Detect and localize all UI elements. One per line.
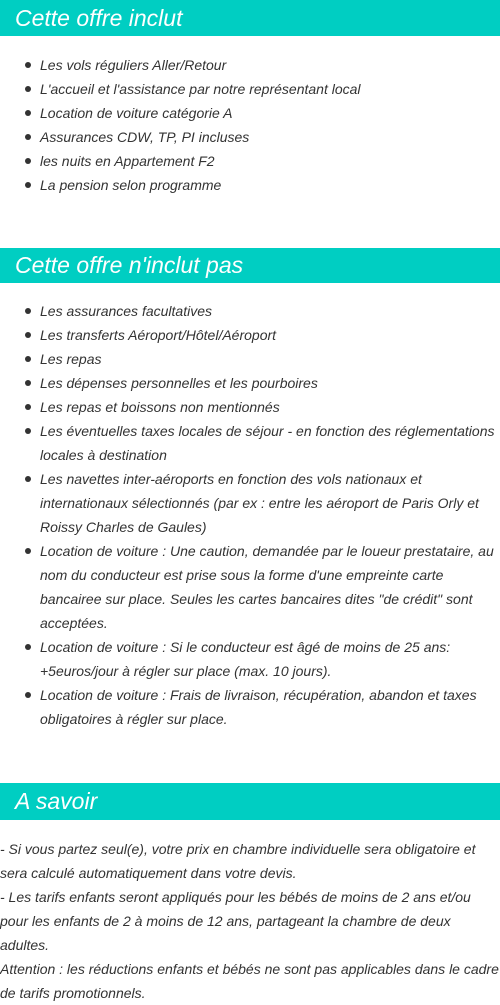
- list-item: Les transferts Aéroport/Hôtel/Aéroport: [0, 323, 500, 347]
- list-item: Location de voiture : Frais de livraison, récupération, abandon et taxes obligatoires à régler sur place.: [0, 683, 500, 731]
- list-item: Les repas: [0, 347, 500, 371]
- list-item: Location de voiture : Si le conducteur est âgé de moins de 25 ans: +5euros/jour à régler sur place (max. 10 jours).: [0, 635, 500, 683]
- not-included-title: Cette offre n'inclut pas: [0, 248, 500, 283]
- list-item: Location de voiture catégorie A: [0, 101, 500, 125]
- included-section: [0, 0, 500, 197]
- list-item: Location de voiture : Une caution, demandée par le loueur prestataire, au nom du conducteur est prise sous la forme d'une empreinte carte bancairee sur place. Seules les cartes bancaires dites "de crédit" sont acceptées.: [0, 539, 500, 635]
- to-know-paragraph: - Si vous partez seul(e), votre prix en chambre individuelle sera obligatoire et sera calculé automatiquement dans votre devis.: [0, 841, 476, 881]
- not-included-list: [0, 299, 500, 731]
- not-included-section: [0, 248, 500, 731]
- to-know-section: [0, 783, 500, 1005]
- to-know-paragraph: Attention : les réductions enfants et bébés ne sont pas applicables dans le cadre de tarifs promotionnels.: [0, 961, 499, 1001]
- list-item: les nuits en Appartement F2: [0, 149, 500, 173]
- list-item: L'accueil et l'assistance par notre représentant local: [0, 77, 500, 101]
- list-item: Les éventuelles taxes locales de séjour - en fonction des réglementations locales à destination: [0, 419, 500, 467]
- to-know-title: A savoir: [0, 783, 500, 820]
- to-know-paragraph: - Les tarifs enfants seront appliqués pour les bébés de moins de 2 ans et/ou pour les enfants de 2 à moins de 12 ans, partageant la chambre de deux adultes.: [0, 889, 471, 953]
- list-item: Les navettes inter-aéroports en fonction des vols nationaux et internationaux sélectionnés (par ex : entre les aéroport de Paris Orly et Roissy Charles de Gaules): [0, 467, 500, 539]
- included-list: [0, 53, 500, 197]
- list-item: Les repas et boissons non mentionnés: [0, 395, 500, 419]
- to-know-body: [0, 837, 500, 1005]
- list-item: Les assurances facultatives: [0, 299, 500, 323]
- list-item: Assurances CDW, TP, PI incluses: [0, 125, 500, 149]
- list-item: Les dépenses personnelles et les pourboires: [0, 371, 500, 395]
- list-item: La pension selon programme: [0, 173, 500, 197]
- list-item: Les vols réguliers Aller/Retour: [0, 53, 500, 77]
- included-title: Cette offre inclut: [0, 0, 500, 36]
